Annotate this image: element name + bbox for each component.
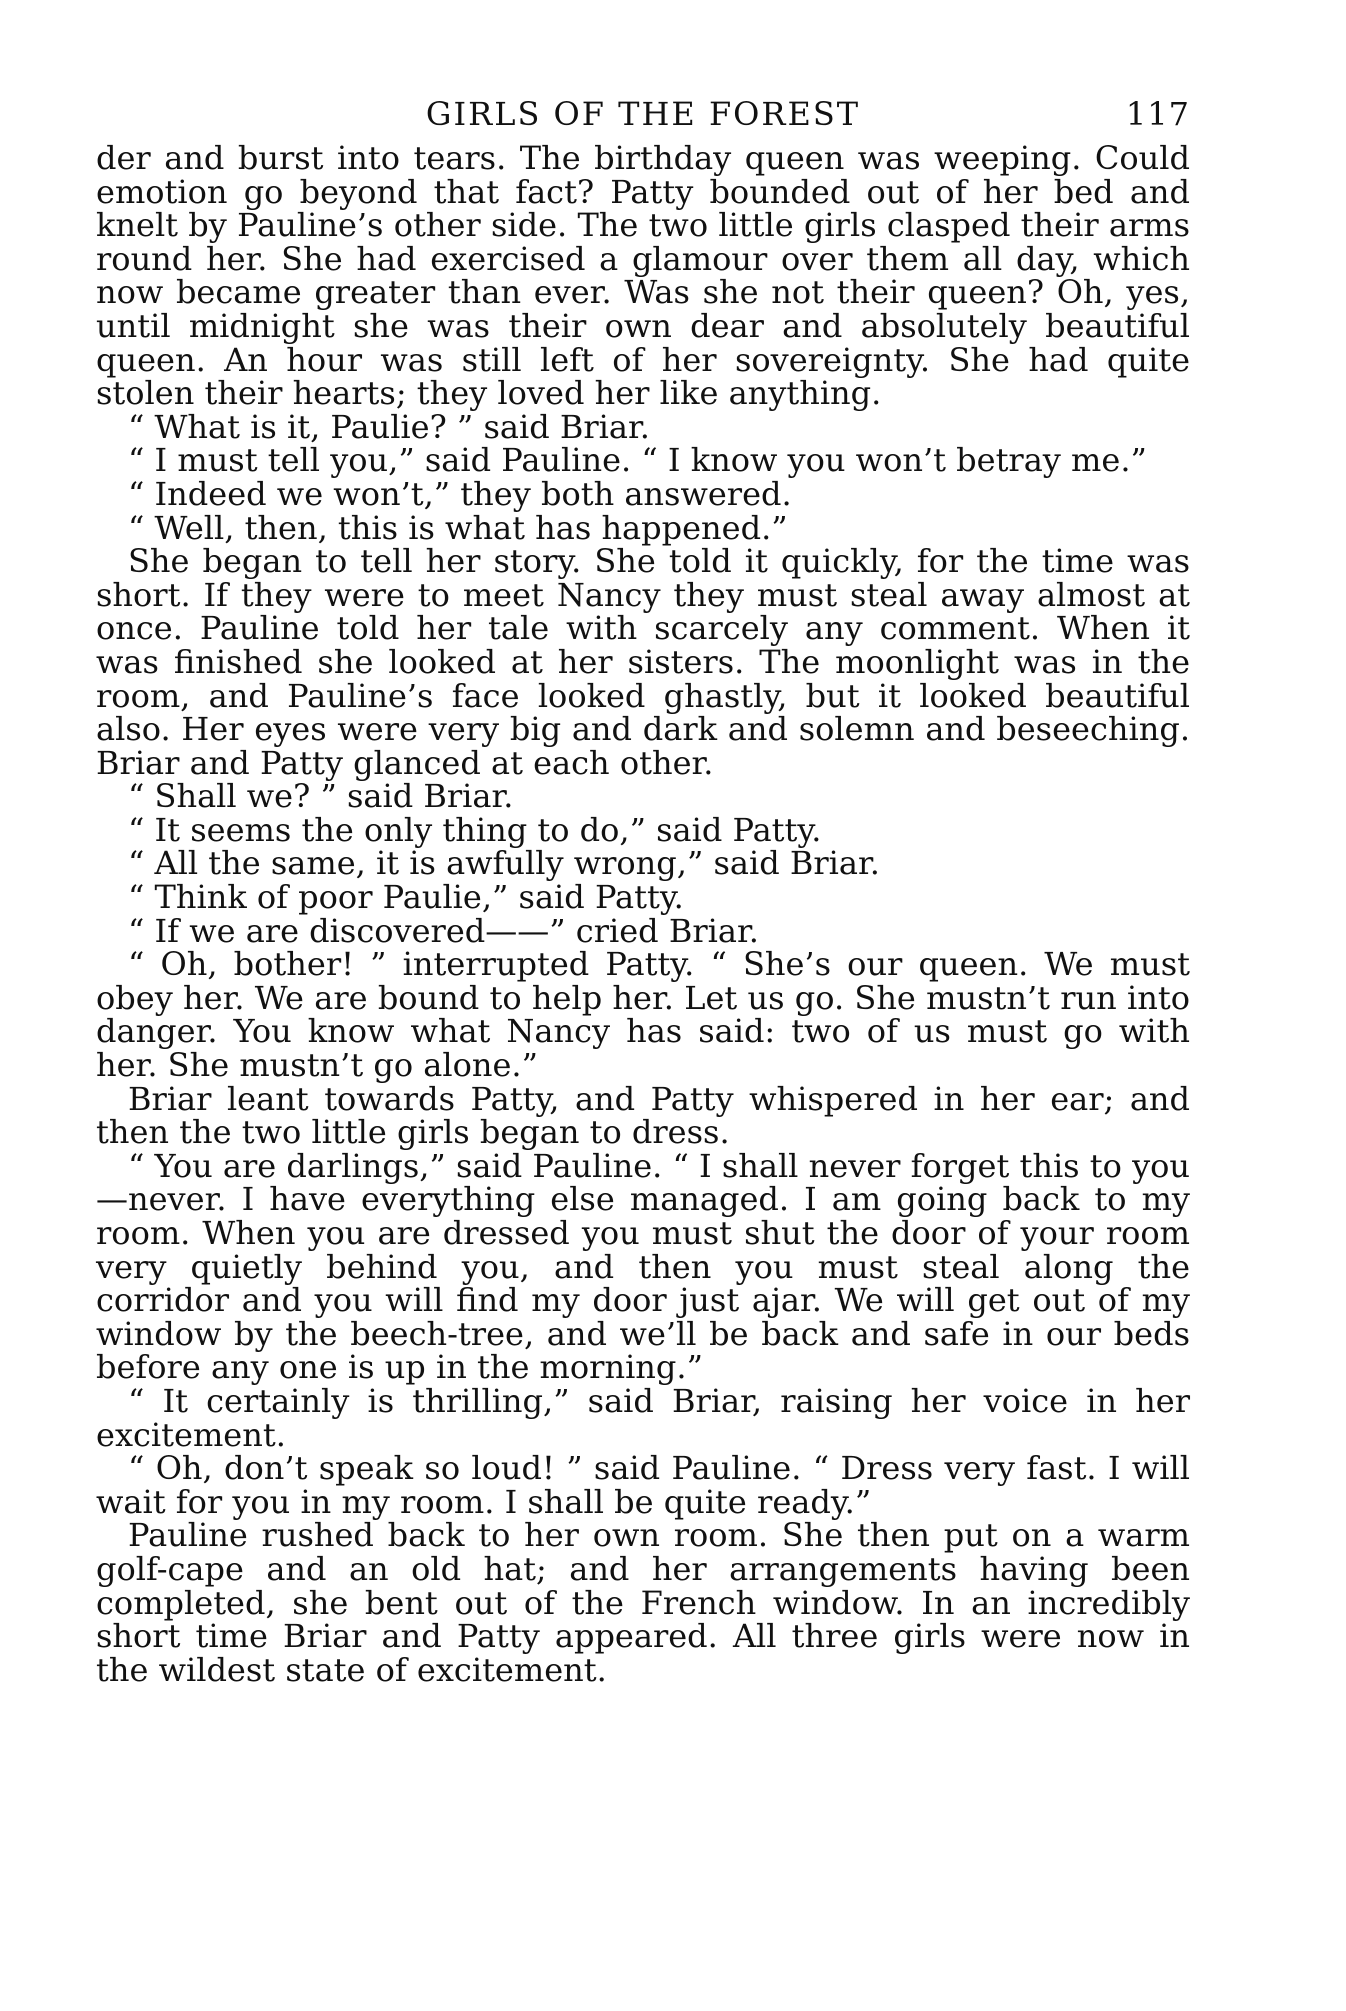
- book-page: [96, 92, 1190, 1687]
- paragraph: der and burst into tears. The birthday queen was weeping. Could emotion go beyond that fact? Patty bounded out of her bed and knelt by Pauline’s other side. The two little girls clasped their arms round her. She had exercised a glamour over them all day, which now became greater than ever. Was she not their queen? Oh, yes, until midnight she was their own dear and absolutely beautiful queen. An hour was still left of her sovereignty. She had quite stolen their hearts; they loved her like anything.: [96, 139, 1190, 413]
- paragraph: “ I must tell you,” said Pauline. “ I know you won’t betray me.”: [128, 441, 1147, 480]
- paragraph: “ Oh, bother! ” interrupted Patty. “ She’s our queen. We must obey her. We are bound to help her. Let us go. She mustn’t run into danger. You know what Nancy has said: two of us must go with her. She mustn’t go alone.”: [96, 945, 1190, 1085]
- page-number: 117: [1125, 95, 1190, 133]
- paragraph: “ Well, then, this is what has happened.”: [128, 508, 788, 547]
- paragraph: “ All the same, it is awfully wrong,” said Briar.: [128, 844, 880, 883]
- paragraph: “ It seems the only thing to do,” said Patty.: [128, 810, 822, 849]
- paragraph: “ Shall we? ” said Briar.: [128, 777, 514, 816]
- paragraph: “ It certainly is thrilling,” said Briar, raising her voice in her excitement.: [96, 1381, 1190, 1454]
- paragraph: “ Indeed we won’t,” they both answered.: [128, 474, 792, 513]
- body-text: [96, 139, 1191, 1689]
- paragraph: “ You are darlings,” said Pauline. “ I shall never forget this to you—never. I have everything else managed. I am going back to my room. When you are dressed you must shut the door of your room very quietly behind you, and then you must steal along the corridor and you will find my door just ajar. We will get out of my window by the beech-tree, and we’ll be back and safe in our beds before any one is up in the morning.”: [96, 1146, 1191, 1387]
- paragraph: She began to tell her story. She told it quickly, for the time was short. If they were to meet Nancy they must steal away almost at once. Pauline told her tale with scarcely any comment. When it was finished she looked at her sisters. The moonlight was in the room, and Pauline’s face looked ghastly, but it looked beautiful also. Her eyes were very big and dark and solemn and beseeching. Briar and Patty glanced at each other.: [96, 542, 1190, 782]
- paragraph: Pauline rushed back to her own room. She then put on a warm golf-cape and an old hat; and her arrangements having been completed, she bent out of the French window. In an incredibly short time Briar and Patty appeared. All three girls were now in the wildest state of excitement.: [96, 1516, 1190, 1689]
- running-header: [96, 92, 1190, 136]
- paragraph: “ What is it, Paulie? ” said Briar.: [128, 407, 650, 446]
- paragraph: Briar leant towards Patty, and Patty whispered in her ear; and then the two little girls began to dress.: [96, 1079, 1190, 1152]
- paragraph: “ If we are discovered——” cried Briar.: [128, 911, 759, 950]
- paragraph: “ Oh, don’t speak so loud! ” said Pauline. “ Dress very fast. I will wait for you in my room. I shall be quite ready.”: [96, 1449, 1190, 1521]
- paragraph: “ Think of poor Paulie,” said Patty.: [128, 878, 684, 917]
- running-title: GIRLS OF THE FOREST: [425, 95, 861, 133]
